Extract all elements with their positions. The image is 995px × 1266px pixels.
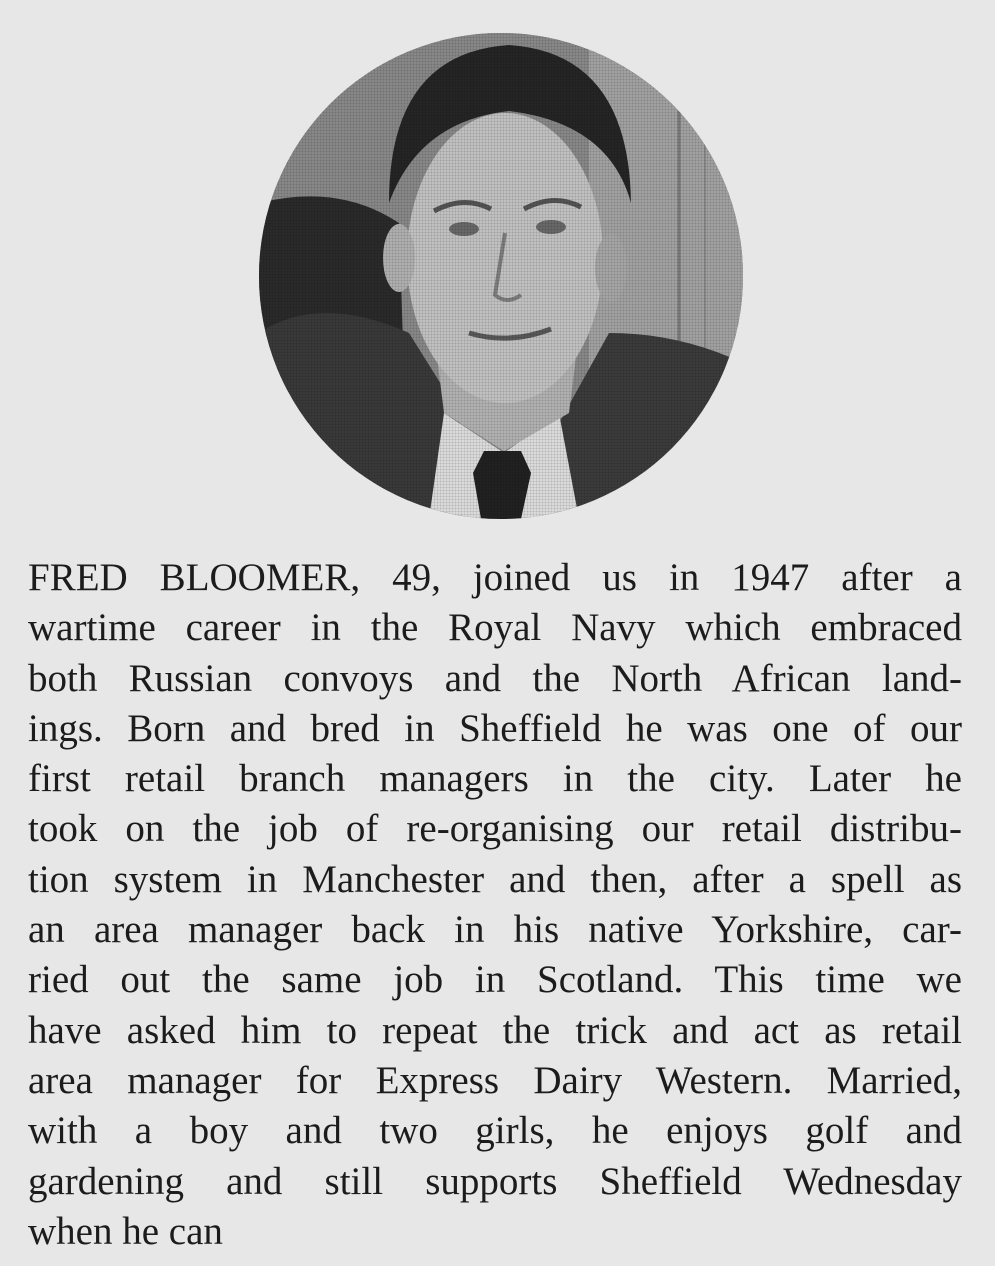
bio-line: an area manager back in his native Yorkshire, car-	[28, 908, 962, 952]
bio-line: with a boy and two girls, he enjoys golf and	[28, 1109, 962, 1153]
portrait-illustration	[259, 33, 743, 519]
bio-line: first retail branch managers in the city. Later he	[28, 757, 962, 801]
bio-line: area manager for Express Dairy Western. Married,	[28, 1058, 962, 1102]
bio-line: both Russian convoys and the North African land-	[28, 656, 962, 700]
bio-line: took on the job of re-organising our retail distribu-	[28, 807, 962, 851]
bio-line: ried out the same job in Scotland. This time we	[28, 958, 962, 1002]
portrait-photo	[259, 33, 743, 519]
bio-line: wartime career in the Royal Navy which embraced	[28, 606, 962, 650]
bio-line: FRED BLOOMER, 49, joined us in 1947 after a	[28, 556, 962, 599]
biography-paragraph	[28, 553, 962, 1257]
bio-line: when he can	[28, 1209, 223, 1253]
bio-line: gardening and still supports Sheffield Wednesday	[28, 1159, 962, 1203]
bio-line: have asked him to repeat the trick and act as retail	[28, 1008, 962, 1052]
bio-line: ings. Born and bred in Sheffield he was one of our	[28, 706, 962, 750]
bio-line: tion system in Manchester and then, after a spell as	[28, 857, 962, 901]
